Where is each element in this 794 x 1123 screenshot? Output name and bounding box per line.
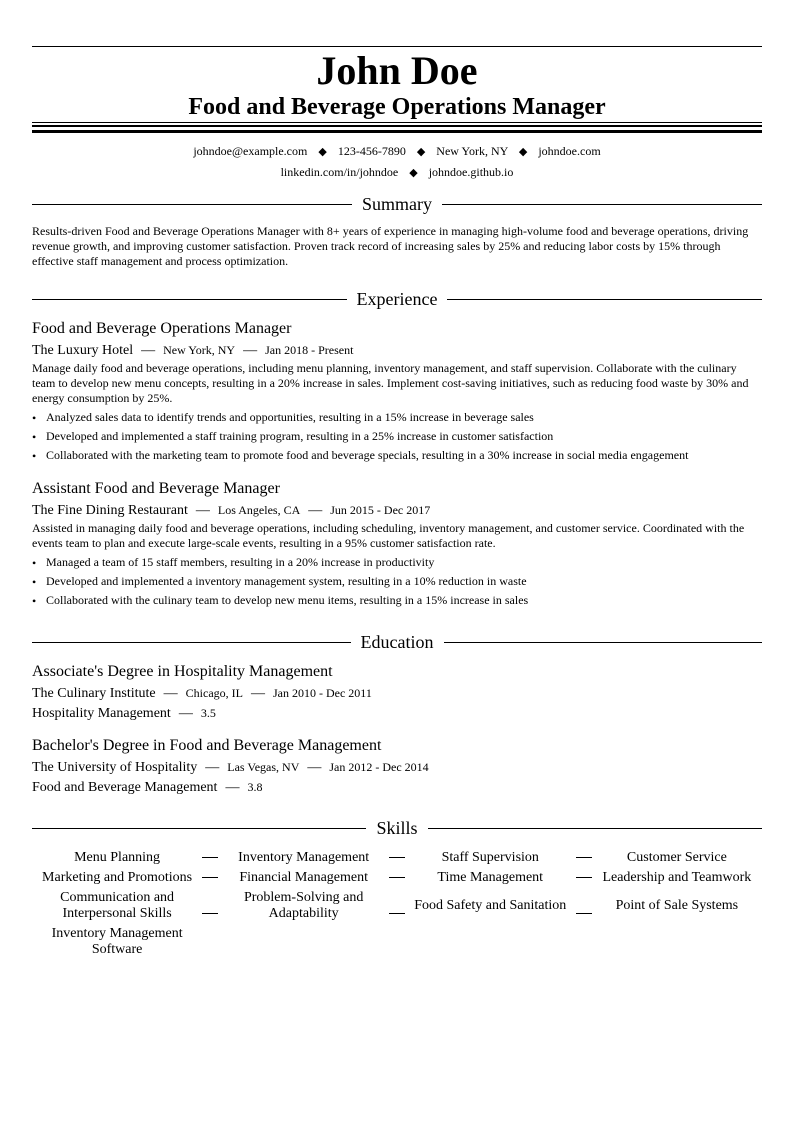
heading-rule (444, 642, 763, 643)
skill-divider (389, 888, 405, 924)
contact-github[interactable]: johndoe.github.io (428, 165, 514, 179)
list-item: • Developed and implemented a staff training program, resulting in a 25% increase in customer satisfaction (32, 429, 752, 448)
skill-item: Marketing and Promotions (42, 870, 193, 885)
school-location: Las Vegas, NV (227, 760, 300, 774)
school-dates: Jan 2010 - Dec 2011 (272, 686, 372, 700)
field-of-study: Hospitality Management (32, 706, 171, 721)
heading-rule (428, 828, 762, 829)
school-name: The University of Hospitality (32, 760, 198, 775)
school-name: The Culinary Institute (32, 686, 156, 701)
dash-separator: — (141, 343, 156, 358)
dash-separator: — (308, 503, 323, 518)
skill-divider (389, 848, 405, 868)
skill-divider (575, 868, 591, 888)
skill-divider (575, 848, 591, 868)
skill-item: Menu Planning (74, 850, 161, 865)
job-title: Assistant Food and Beverage Manager (32, 480, 280, 497)
summary-heading (32, 193, 762, 215)
contact-linkedin[interactable]: linkedin.com/in/johndoe (280, 165, 399, 179)
skills-row (32, 924, 762, 960)
skills-heading-text: Skills (376, 818, 418, 838)
skill-item: Inventory Management Software (51, 926, 183, 957)
header-rule-thin (32, 122, 762, 123)
contact-line-2 (32, 164, 762, 181)
job-title: Food and Beverage Operations Manager (32, 320, 292, 337)
experience-heading-text: Experience (356, 289, 438, 309)
candidate-title: Food and Beverage Operations Manager (188, 94, 606, 120)
job-meta (32, 501, 430, 520)
heading-rule (32, 828, 366, 829)
field-meta (32, 704, 216, 723)
dash-separator: — (195, 503, 210, 518)
dash-separator: — (178, 706, 193, 721)
degree-title: Bachelor's Degree in Food and Beverage Management (32, 737, 382, 754)
dash-separator: — (307, 760, 322, 775)
list-item: • Developed and implemented a inventory management system, resulting in a 10% reduction in waste (32, 574, 752, 593)
dash-separator: — (250, 686, 265, 701)
skill-item: Inventory Management (238, 850, 370, 865)
skill-item: Communication and Interpersonal Skills (60, 890, 175, 921)
list-item: • Collaborated with the marketing team to promote food and beverage specials, resulting in a 30% increase in social media engagement (32, 448, 752, 467)
job-meta (32, 341, 353, 360)
skill-item: Leadership and Teamwork (602, 870, 752, 885)
skill-item: Problem-Solving and Adaptability (243, 890, 364, 921)
diamond-separator-icon: ◆ (416, 146, 426, 158)
dash-separator: — (163, 686, 178, 701)
skill-divider (389, 868, 405, 888)
heading-rule (32, 299, 347, 300)
list-item: • Managed a team of 15 staff members, resulting in a 20% increase in productivity (32, 555, 752, 574)
skill-item: Food Safety and Sanitation (414, 898, 567, 913)
header-rule-thick (32, 130, 762, 133)
contact-email[interactable]: johndoe@example.com (193, 144, 308, 158)
heading-rule (32, 642, 351, 643)
skills-table (32, 848, 762, 960)
skill-item: Customer Service (626, 850, 727, 865)
skills-row (32, 888, 762, 924)
skill-item: Point of Sale Systems (615, 898, 739, 913)
heading-rule (442, 204, 762, 205)
education-heading (32, 631, 762, 653)
header-rule-medium (32, 125, 762, 127)
dash-separator: — (225, 780, 240, 795)
job-dates: Jan 2018 - Present (265, 343, 354, 357)
school-meta (32, 758, 429, 777)
gpa-value: 3.5 (200, 706, 216, 720)
skill-divider (575, 888, 591, 924)
list-item: • Collaborated with the culinary team to develop new menu items, resulting in a 15% increase in sales (32, 593, 752, 612)
list-item: • Analyzed sales data to identify trends and opportunities, resulting in a 15% increase in beverage sales (32, 410, 752, 429)
skills-heading (32, 817, 762, 839)
job-description: Assisted in managing daily food and beverage operations, including scheduling, inventory management, and customer service. Coordinated with the events team to plan and execute large-scale events, resulting in a 95% customer satisfaction rate. (32, 521, 745, 550)
degree-title: Associate's Degree in Hospitality Management (32, 663, 333, 680)
job-description: Manage daily food and beverage operations, including menu planning, inventory management, and staff supervision. Collaborate with the culinary team to develop new menu concepts, resulting in a 20% increase in sales. Implement cost-saving initiatives, such as reducing food waste by 30% and energy consumption by 25%. (32, 361, 749, 405)
field-of-study: Food and Beverage Management (32, 780, 218, 795)
education-heading-text: Education (360, 632, 434, 652)
skill-divider (202, 848, 218, 868)
job-company: The Luxury Hotel (32, 343, 134, 358)
skill-item: Financial Management (239, 870, 369, 885)
diamond-separator-icon: ◆ (409, 167, 418, 179)
contact-website[interactable]: johndoe.com (538, 144, 601, 158)
contact-location: New York, NY (436, 144, 508, 158)
heading-rule (447, 299, 762, 300)
candidate-name: John Doe (316, 48, 478, 93)
school-meta (32, 684, 372, 703)
skill-item: Time Management (437, 870, 544, 885)
school-dates: Jan 2012 - Dec 2014 (329, 760, 429, 774)
skills-row (32, 848, 762, 868)
job-bullets (32, 555, 752, 612)
experience-heading (32, 288, 762, 310)
skill-item: Staff Supervision (441, 850, 539, 865)
summary-text: Results-driven Food and Beverage Operations Manager with 8+ years of experience in managing high-volume food and beverage operations, driving revenue growth, and improving customer satisfaction. Proven track record of increasing sales by 25% and reducing labor costs by 15% through effective staff management and process optimization. (32, 224, 749, 268)
diamond-separator-icon: ◆ (318, 146, 327, 158)
job-bullets (32, 410, 752, 467)
skills-row (32, 868, 762, 888)
job-company: The Fine Dining Restaurant (32, 503, 188, 518)
contact-line-1 (32, 143, 762, 160)
job-dates: Jun 2015 - Dec 2017 (330, 503, 431, 517)
heading-rule (32, 204, 352, 205)
gpa-value: 3.8 (247, 780, 263, 794)
job-location: New York, NY (163, 343, 236, 357)
summary-heading-text: Summary (362, 194, 432, 214)
dash-separator: — (205, 760, 220, 775)
diamond-separator-icon: ◆ (518, 146, 528, 158)
dash-separator: — (243, 343, 258, 358)
school-location: Chicago, IL (185, 686, 243, 700)
skill-divider (202, 868, 218, 888)
job-location: Los Angeles, CA (217, 503, 301, 517)
field-meta (32, 778, 262, 797)
top-rule (32, 46, 762, 47)
contact-phone[interactable]: 123-456-7890 (337, 144, 406, 158)
skill-divider (202, 888, 218, 924)
